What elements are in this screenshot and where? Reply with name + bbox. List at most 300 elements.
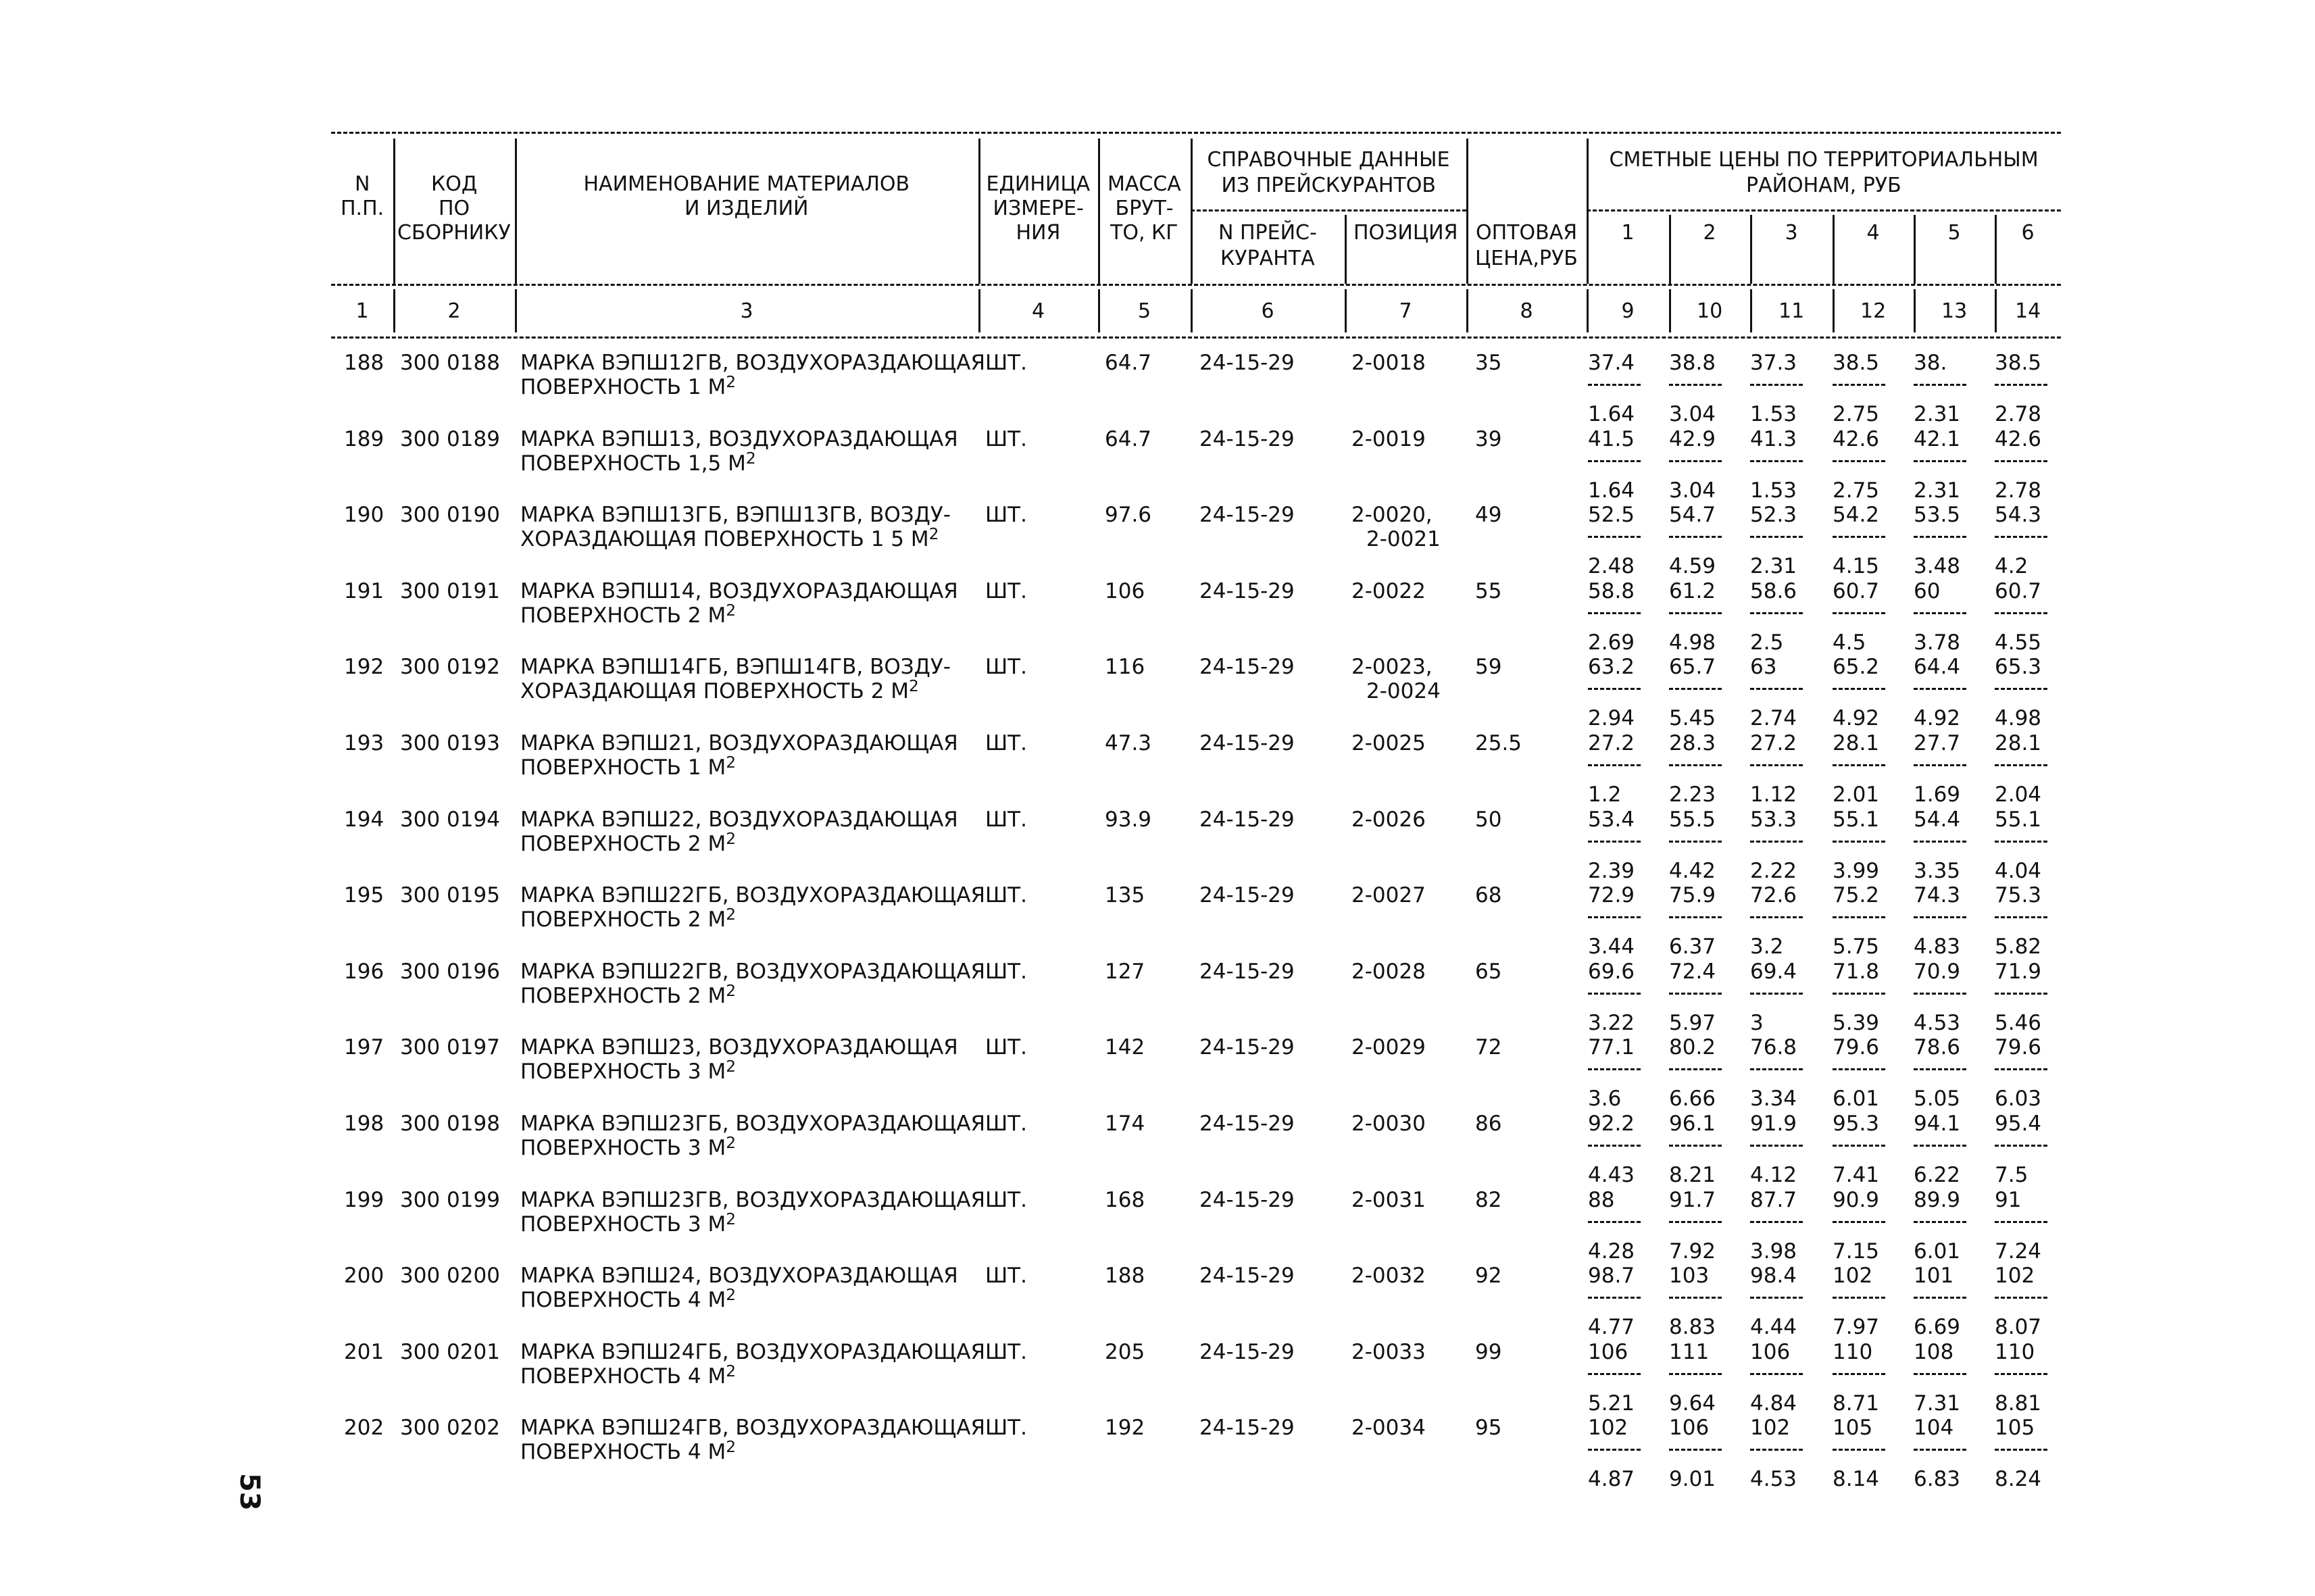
row-188-estimate-5-text: 38. [1914, 351, 1947, 375]
row-194-transport-6-text: 4.04 [1995, 859, 2042, 883]
header-price-list-no-text: КУРАНТА [1220, 247, 1315, 270]
colnum-divider-c7 [1466, 289, 1468, 332]
fraction-bar [1669, 612, 1722, 614]
header-mass [1107, 174, 1181, 195]
row-189-unit [985, 429, 1027, 450]
header-divider-d3 [1833, 215, 1835, 284]
colnum-divider-c6 [1345, 289, 1347, 332]
fraction-bar [1669, 536, 1722, 538]
header-estimate-subline [1587, 209, 2061, 211]
row-195-mass-text: 135 [1105, 883, 1145, 907]
header-estimate-group-text: СМЕТНЫЕ ЦЕНЫ ПО ТЕРРИТОРИАЛЬНЫМ [1609, 148, 2039, 172]
row-194-transport-3 [1750, 861, 1797, 882]
fraction-bar [1669, 1068, 1722, 1070]
fraction-bar [1995, 764, 2047, 766]
row-201-mass [1105, 1342, 1145, 1363]
row-202-mass-text: 192 [1105, 1416, 1145, 1440]
row-192-estimate-6 [1995, 657, 2041, 678]
row-193-estimate-3-text: 27.2 [1750, 731, 1797, 755]
col-number-3-text: 3 [740, 299, 753, 323]
row-196-transport-6 [1995, 1013, 2041, 1034]
row-189-estimate-5-text: 42.1 [1914, 427, 1961, 451]
row-188-estimate-6 [1995, 353, 2041, 374]
fraction-bar [1995, 1297, 2047, 1299]
row-195-transport-5 [1914, 934, 1961, 959]
row-196-price-list-no [1199, 959, 1295, 984]
fraction-bar [1669, 916, 1722, 918]
row-190-name-line2 [520, 524, 939, 551]
header-divider-c8 [1587, 139, 1589, 284]
row-193-estimate-5 [1914, 733, 1960, 754]
row-200-estimate-2-text: 103 [1669, 1264, 1710, 1288]
row-194-transport-6 [1995, 861, 2041, 882]
header-top-line [331, 132, 2061, 134]
row-191-estimate-5-text: 60 [1914, 579, 1941, 603]
row-192-name-line1 [520, 657, 951, 678]
row-193-estimate-6 [1995, 733, 2041, 754]
header-kod [439, 199, 470, 219]
header-price-list-no-text: N ПРЕЙС- [1218, 221, 1317, 245]
row-193-transport-1-text: 1.2 [1588, 782, 1622, 807]
row-188-position [1351, 353, 1426, 374]
row-194-transport-3-text: 2.22 [1750, 859, 1797, 883]
row-199-transport-5 [1914, 1241, 1960, 1262]
row-190-transport-2 [1669, 556, 1716, 577]
row-202-transport-5-text: 6.83 [1914, 1467, 1961, 1491]
header-divider-c5 [1191, 139, 1193, 284]
row-199-transport-3-text: 3.98 [1750, 1239, 1797, 1264]
header-np [355, 174, 370, 195]
colnum-divider-d5 [1995, 289, 1997, 332]
row-196-transport-5 [1914, 1013, 1960, 1034]
row-195-position-text: 2-0027 [1351, 883, 1426, 907]
row-192-estimate-3-text: 63 [1750, 655, 1777, 679]
row-190-estimate-3 [1750, 505, 1797, 526]
row-197-mass [1105, 1037, 1145, 1058]
row-190-estimate-2-text: 54.7 [1669, 503, 1716, 527]
header-kod-text: ПО [439, 197, 470, 220]
row-197-name-line1-text: МАРКА ВЭПШ23, ВОЗДУХОРАЗДАЮЩАЯ [520, 1035, 958, 1059]
row-200-transport-4 [1833, 1317, 1879, 1338]
row-200-estimate-1-text: 98.7 [1588, 1264, 1635, 1288]
row-195-price-list-no [1199, 885, 1295, 906]
row-201-transport-6 [1995, 1393, 2041, 1414]
row-197-estimate-4-text: 79.6 [1833, 1035, 1880, 1059]
row-200-mass [1105, 1266, 1145, 1287]
header-unit-text: ИЗМЕРЕ- [993, 197, 1084, 220]
row-191-position-text: 2-0022 [1351, 579, 1426, 603]
row-197-transport-4-text: 6.01 [1833, 1087, 1880, 1111]
row-189-estimate-6-text: 42.6 [1995, 427, 2042, 451]
header-district-1 [1622, 223, 1635, 243]
row-191-code [400, 581, 500, 602]
row-198-mass [1105, 1114, 1145, 1134]
row-202-price-list-no [1199, 1418, 1295, 1439]
row-190-mass [1105, 505, 1151, 526]
row-191-transport-2 [1669, 632, 1716, 653]
row-202-estimate-5 [1914, 1418, 1953, 1439]
row-200-code [400, 1266, 500, 1287]
fraction-bar [1750, 384, 1803, 386]
row-191-position [1351, 581, 1426, 602]
row-191-transport-3 [1750, 632, 1783, 653]
fraction-bar [1750, 764, 1803, 766]
row-192-position [1351, 657, 1433, 678]
row-200-name-line2 [520, 1285, 737, 1312]
row-198-position-text: 2-0030 [1351, 1112, 1426, 1136]
row-192-code-text: 300 0192 [400, 655, 500, 679]
row-199-transport-1-text: 4.28 [1588, 1239, 1635, 1264]
row-201-transport-4-text: 8.71 [1833, 1391, 1880, 1416]
row-196-code [400, 959, 500, 984]
row-198-transport-5 [1914, 1165, 1960, 1186]
row-196-code-text: 300 0196 [400, 959, 500, 984]
row-200-name-line1-text: МАРКА ВЭПШ24, ВОЗДУХОРАЗДАЮЩАЯ [520, 1264, 958, 1288]
row-201-estimate-1 [1588, 1342, 1628, 1363]
row-189-name-line2-text: ПОВЕРХНОСТЬ 1,5 М [520, 451, 746, 476]
header-district-6-text: 6 [2021, 221, 2035, 245]
row-193-wholesale-price-text: 25.5 [1475, 731, 1522, 755]
fraction-bar [1914, 1297, 1966, 1299]
col-number-11 [1778, 301, 1804, 322]
row-202-transport-1-text: 4.87 [1588, 1467, 1635, 1491]
row-196-unit-text: ШТ. [985, 959, 1027, 984]
row-195-estimate-5 [1914, 885, 1960, 906]
row-190-wholesale-price-text: 49 [1475, 503, 1502, 527]
row-189-name-line1-text: МАРКА ВЭПШ13, ВОЗДУХОРАЗДАЮЩАЯ [520, 427, 958, 451]
row-196-name-line2 [520, 981, 737, 1008]
superscript-2: 2 [726, 1362, 737, 1380]
header-district-3-text: 3 [1785, 221, 1798, 245]
row-200-estimate-3-text: 98.4 [1750, 1264, 1797, 1288]
row-200-unit-text: ШТ. [985, 1264, 1027, 1288]
row-199-estimate-6 [1995, 1190, 2021, 1211]
header-wholesale [1476, 223, 1577, 243]
fraction-bar [1995, 384, 2047, 386]
header-wholesale-text: ЦЕНА,РУБ [1475, 247, 1578, 270]
row-196-estimate-6-text: 71.9 [1995, 959, 2042, 984]
row-198-name-line2 [520, 1133, 737, 1160]
row-200-np [344, 1266, 384, 1287]
row-198-estimate-2-text: 96.1 [1669, 1112, 1716, 1136]
row-199-estimate-1 [1588, 1190, 1614, 1211]
colnum-divider-c1 [393, 289, 395, 332]
row-194-transport-1-text: 2.39 [1588, 859, 1635, 883]
row-188-transport-2-text: 3.04 [1669, 402, 1716, 426]
row-190-mass-text: 97.6 [1105, 503, 1152, 527]
row-202-name-line1-text: МАРКА ВЭПШ24ГВ, ВОЗДУХОРАЗДАЮЩАЯ [520, 1416, 986, 1440]
row-196-estimate-5-text: 70.9 [1914, 959, 1961, 984]
superscript-2: 2 [745, 449, 756, 468]
fraction-bar [1833, 1145, 1885, 1147]
row-195-np-text: 195 [344, 883, 384, 907]
row-189-estimate-6 [1995, 429, 2041, 450]
row-199-estimate-5-text: 89.9 [1914, 1188, 1961, 1212]
fraction-bar [1833, 1068, 1885, 1070]
fraction-bar [1750, 460, 1803, 462]
fraction-bar [1588, 688, 1641, 690]
row-196-transport-2-text: 5.97 [1669, 1011, 1716, 1035]
row-202-unit-text: ШТ. [985, 1416, 1027, 1440]
fraction-bar [1588, 612, 1641, 614]
row-200-mass-text: 188 [1105, 1264, 1145, 1288]
row-193-np [344, 733, 384, 754]
row-188-price-list-no [1199, 353, 1295, 374]
row-198-name-line1-text: МАРКА ВЭПШ23ГБ, ВОЗДУХОРАЗДАЮЩАЯ [520, 1112, 986, 1136]
row-202-price-list-no-text: 24-15-29 [1199, 1416, 1295, 1440]
row-194-price-list-no-text: 24-15-29 [1199, 807, 1295, 832]
row-193-name-line1-text: МАРКА ВЭПШ21, ВОЗДУХОРАЗДАЮЩАЯ [520, 731, 958, 755]
row-198-price-list-no [1199, 1114, 1295, 1134]
row-195-unit-text: ШТ. [985, 883, 1027, 907]
header-mass [1110, 223, 1178, 243]
row-194-transport-5-text: 3.35 [1914, 859, 1961, 883]
row-192-transport-5-text: 4.92 [1914, 706, 1961, 730]
header-district-5-text: 5 [1947, 221, 1961, 245]
row-202-name-line2 [520, 1437, 737, 1464]
row-188-estimate-1 [1588, 353, 1635, 374]
colnum-divider-c3 [978, 289, 980, 332]
row-196-estimate-5 [1914, 959, 1961, 984]
row-199-wholesale-price [1475, 1190, 1501, 1211]
row-198-transport-6-text: 7.5 [1995, 1163, 2028, 1187]
row-192-estimate-4 [1833, 657, 1879, 678]
row-197-estimate-3 [1750, 1037, 1797, 1058]
row-198-np-text: 198 [344, 1112, 384, 1136]
header-district-2-text: 2 [1703, 221, 1716, 245]
row-202-unit [985, 1418, 1027, 1439]
row-188-wholesale-price [1475, 353, 1501, 374]
header-district-5 [1948, 223, 1961, 243]
row-202-estimate-6 [1995, 1418, 2035, 1439]
row-189-transport-2-text: 3.04 [1669, 478, 1716, 503]
row-201-estimate-1-text: 106 [1588, 1340, 1628, 1364]
row-188-unit-text: ШТ. [985, 351, 1027, 375]
row-195-estimate-3 [1750, 885, 1797, 906]
row-198-estimate-5 [1914, 1114, 1960, 1134]
row-197-estimate-5-text: 78.6 [1914, 1035, 1961, 1059]
row-196-transport-4 [1833, 1013, 1879, 1034]
row-200-transport-2-text: 8.83 [1669, 1315, 1716, 1339]
row-199-transport-1 [1588, 1241, 1635, 1262]
row-197-price-list-no [1199, 1037, 1295, 1058]
row-201-transport-3-text: 4.84 [1750, 1391, 1797, 1416]
col-number-13-text: 13 [1941, 299, 1968, 323]
col-number-14-text: 14 [2015, 299, 2041, 323]
row-192-unit [985, 657, 1027, 678]
row-191-transport-4 [1833, 632, 1866, 653]
row-189-price-list-no-text: 24-15-29 [1199, 427, 1295, 451]
row-192-estimate-5-text: 64.4 [1914, 655, 1961, 679]
superscript-2: 2 [726, 1285, 737, 1304]
row-193-mass-text: 47.3 [1105, 731, 1152, 755]
row-188-estimate-4 [1833, 353, 1879, 374]
superscript-2: 2 [726, 1133, 737, 1152]
row-194-transport-4-text: 3.99 [1833, 859, 1880, 883]
row-193-estimate-4-text: 28.1 [1833, 731, 1880, 755]
row-200-unit [985, 1266, 1027, 1287]
row-197-code [400, 1037, 500, 1058]
row-200-transport-2 [1669, 1317, 1716, 1338]
row-196-transport-5-text: 4.53 [1914, 1011, 1961, 1035]
colnum-divider-d2 [1750, 289, 1752, 332]
row-202-transport-6-text: 8.24 [1995, 1467, 2042, 1491]
fraction-bar [1669, 993, 1722, 995]
row-196-name-line2-text: ПОВЕРХНОСТЬ 2 М [520, 984, 726, 1008]
row-198-transport-2-text: 8.21 [1669, 1163, 1716, 1187]
fraction-bar [1914, 1373, 1966, 1375]
row-194-unit-text: ШТ. [985, 807, 1027, 832]
col-number-11-text: 11 [1778, 299, 1805, 323]
col-number-5-text: 5 [1138, 299, 1151, 323]
row-189-transport-6-text: 2.78 [1995, 478, 2042, 503]
row-195-code-text: 300 0195 [400, 883, 500, 907]
row-196-transport-1 [1588, 1013, 1635, 1034]
row-194-transport-4 [1833, 861, 1879, 882]
row-202-transport-6 [1995, 1469, 2041, 1490]
row-189-wholesale-price [1475, 429, 1501, 450]
fraction-bar [1914, 764, 1966, 766]
row-199-estimate-5 [1914, 1190, 1960, 1211]
row-196-estimate-1 [1588, 959, 1635, 984]
row-197-estimate-2-text: 80.2 [1669, 1035, 1716, 1059]
row-190-transport-5 [1914, 556, 1960, 577]
col-number-4-text: 4 [1032, 299, 1045, 323]
row-193-name-line1 [520, 733, 958, 754]
row-200-wholesale-price [1475, 1266, 1501, 1287]
row-192-np-text: 192 [344, 655, 384, 679]
row-194-mass [1105, 809, 1151, 830]
row-191-estimate-3-text: 58.6 [1750, 579, 1797, 603]
row-199-estimate-3 [1750, 1190, 1797, 1211]
row-200-np-text: 200 [344, 1264, 384, 1288]
row-192-unit-text: ШТ. [985, 655, 1027, 679]
header-bottom-line [331, 284, 2061, 286]
row-197-unit [985, 1037, 1027, 1058]
row-188-np-text: 188 [344, 351, 384, 375]
fraction-bar [1914, 612, 1966, 614]
fraction-bar [1588, 384, 1641, 386]
row-197-transport-5-text: 5.05 [1914, 1087, 1961, 1111]
row-194-estimate-6 [1995, 809, 2041, 830]
superscript-2: 2 [909, 676, 919, 695]
fraction-bar [1750, 1449, 1803, 1451]
row-192-name-line2 [520, 676, 919, 703]
row-189-estimate-2-text: 42.9 [1669, 427, 1716, 451]
row-201-name-line2-text: ПОВЕРХНОСТЬ 4 М [520, 1364, 726, 1389]
row-191-transport-1-text: 2.69 [1588, 630, 1635, 655]
row-194-estimate-1-text: 53.4 [1588, 807, 1635, 832]
row-189-transport-5-text: 2.31 [1914, 478, 1961, 503]
row-195-np [344, 885, 384, 906]
row-199-name-line1-text: МАРКА ВЭПШ23ГВ, ВОЗДУХОРАЗДАЮЩАЯ [520, 1188, 986, 1212]
row-190-transport-4 [1833, 556, 1879, 577]
row-194-estimate-3-text: 53.3 [1750, 807, 1797, 832]
row-196-name-line1-text: МАРКА ВЭПШ22ГВ, ВОЗДУХОРАЗДАЮЩАЯ [520, 959, 986, 984]
row-188-code-text: 300 0188 [400, 351, 500, 375]
fraction-bar [1995, 841, 2047, 843]
row-202-code-text: 300 0202 [400, 1416, 500, 1440]
header-wholesale [1475, 249, 1578, 269]
row-199-mass-text: 168 [1105, 1188, 1145, 1212]
row-196-mass [1105, 959, 1145, 984]
row-188-estimate-3 [1750, 353, 1797, 374]
row-196-transport-3-text: 3 [1750, 1011, 1764, 1035]
row-198-name-line2-text: ПОВЕРХНОСТЬ 3 М [520, 1136, 726, 1160]
row-189-estimate-4-text: 42.6 [1833, 427, 1880, 451]
row-197-estimate-6-text: 79.6 [1995, 1035, 2042, 1059]
fraction-bar [1995, 1221, 2047, 1223]
row-195-wholesale-price-text: 68 [1475, 883, 1502, 907]
row-201-np [344, 1342, 384, 1363]
row-201-unit [985, 1342, 1027, 1363]
row-195-estimate-2 [1669, 885, 1716, 906]
row-192-estimate-1-text: 63.2 [1588, 655, 1635, 679]
row-192-np [344, 657, 384, 678]
row-191-transport-5 [1914, 632, 1960, 653]
header-np-text: П.П. [341, 197, 384, 220]
row-200-transport-1-text: 4.77 [1588, 1315, 1635, 1339]
row-191-name-line2-text: ПОВЕРХНОСТЬ 2 М [520, 603, 726, 628]
row-190-estimate-2 [1669, 505, 1716, 526]
row-192-wholesale-price [1475, 657, 1501, 678]
row-198-transport-3 [1750, 1165, 1797, 1186]
fraction-bar [1750, 1145, 1803, 1147]
row-188-estimate-4-text: 38.5 [1833, 351, 1880, 375]
row-199-price-list-no [1199, 1190, 1295, 1211]
row-202-name-line2-text: ПОВЕРХНОСТЬ 4 М [520, 1440, 726, 1464]
row-191-transport-4-text: 4.5 [1833, 630, 1866, 655]
row-192-transport-2 [1669, 708, 1716, 729]
row-190-estimate-4 [1833, 505, 1879, 526]
colnum-divider-c4 [1098, 289, 1100, 332]
row-188-transport-3 [1750, 404, 1797, 425]
row-190-position-2 [1366, 529, 1441, 550]
row-196-estimate-2 [1669, 959, 1716, 984]
col-number-2-text: 2 [447, 299, 461, 323]
row-200-transport-6-text: 8.07 [1995, 1315, 2042, 1339]
row-190-code-text: 300 0190 [400, 503, 500, 527]
row-192-position-2-text: 2-0024 [1366, 679, 1441, 703]
row-199-estimate-3-text: 87.7 [1750, 1188, 1797, 1212]
col-number-12-text: 12 [1860, 299, 1887, 323]
row-195-mass [1105, 885, 1145, 906]
row-202-transport-4 [1833, 1469, 1879, 1490]
fraction-bar [1750, 612, 1803, 614]
fraction-bar [1833, 993, 1885, 995]
col-number-3 [741, 301, 753, 322]
row-197-transport-2 [1669, 1089, 1716, 1109]
page-number: 53 [234, 1473, 265, 1511]
fraction-bar [1914, 688, 1966, 690]
fraction-bar [1588, 536, 1641, 538]
row-192-transport-1 [1588, 708, 1635, 729]
row-193-estimate-2-text: 28.3 [1669, 731, 1716, 755]
fraction-bar [1750, 536, 1803, 538]
colnum-divider-c5 [1191, 289, 1193, 332]
row-199-mass [1105, 1190, 1145, 1211]
row-194-name-line2-text: ПОВЕРХНОСТЬ 2 М [520, 832, 726, 856]
fraction-bar [1588, 993, 1641, 995]
fraction-bar [1995, 688, 2047, 690]
col-number-6-text: 6 [1261, 299, 1274, 323]
fraction-bar [1833, 688, 1885, 690]
row-192-position-text: 2-0023, [1351, 655, 1433, 679]
row-193-unit [985, 733, 1027, 754]
fraction-bar [1750, 993, 1803, 995]
header-name [584, 174, 910, 195]
row-190-transport-1 [1588, 556, 1635, 577]
